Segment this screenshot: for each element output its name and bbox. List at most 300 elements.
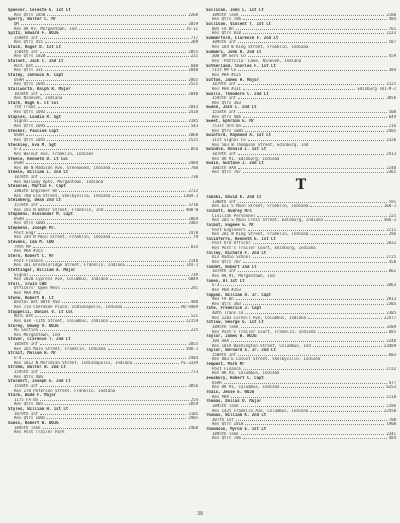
entry-text: Stephens, Joseph Mr. (8, 226, 57, 231)
phone-number: 2223 (386, 31, 396, 36)
entry-text: Thomas, William K. 2nd Lt (206, 413, 267, 418)
entry-text: Res 'Patricia' Lake, Nineveh, Indiana (212, 59, 302, 64)
phone-number: 2118 (386, 394, 396, 399)
phone-number: 2863 (386, 283, 396, 288)
dot-leader (40, 36, 189, 39)
dot-leader (33, 245, 189, 248)
entry-text: Res Qtrs 405 (14, 402, 43, 407)
phone-number: 2868 (188, 133, 198, 138)
phone-number: 788 (190, 165, 198, 170)
entry-text: Tatlow, George G. 1st Lt (206, 320, 264, 325)
phone-number: 6253 (386, 385, 396, 390)
entry-text: 31st Signal Co (212, 137, 246, 142)
dot-leader (243, 87, 356, 90)
entry-text: Swann, Jack L. 2nd Lt (206, 105, 257, 110)
phone-number: 680 (190, 63, 198, 68)
dot-leader (30, 119, 186, 122)
entry-text: Thais, Jesse E. WOJG (206, 389, 255, 394)
dot-leader (47, 124, 188, 127)
dot-leader (238, 96, 384, 99)
phone-number: 484 (388, 17, 396, 22)
entry-text: 751st Ord Bn (212, 124, 241, 129)
entry-text: 1879th Inf (212, 151, 237, 156)
entry-text: Strait, Malcom H. Mr (8, 351, 57, 356)
entry-text: Sutton, James H. Major (206, 77, 259, 82)
entry-text: G-4 (14, 356, 22, 361)
phone-number: 2240 (386, 165, 396, 170)
dot-leader (62, 286, 189, 289)
dot-leader (45, 68, 186, 71)
dot-leader (124, 305, 179, 308)
entry-text: Officers' Open Mess (14, 286, 60, 291)
entry-text: 104 AAA (212, 338, 229, 343)
entry-text: Spitz, Edward F. WOJG (8, 31, 59, 36)
dot-leader (243, 367, 384, 370)
entry-text: Suess, Robert W. WOJG (8, 421, 59, 426)
dot-leader (238, 353, 387, 356)
entry-text: ROTC Det (14, 314, 34, 319)
entry-text: Stallworth, Ralph R. Major (8, 86, 71, 91)
entry-text: Sturm, Budd F. Major (8, 393, 57, 398)
entry-text: Res 193 N Water Street, Franklin, Ind (14, 207, 104, 212)
phone-number: 2859 (188, 402, 198, 407)
entry-text: Res 169 W King Street, Franklin, Indiana (212, 45, 309, 50)
entry-text: Res Qtrs 406 (14, 374, 43, 379)
entry-text: Res PHA #331 (212, 86, 241, 91)
entry-text: Res Qtrs 820 (212, 31, 241, 36)
phone-number: 2341 (386, 431, 396, 436)
dot-leader (47, 82, 186, 85)
phone-number: 2478 (188, 230, 198, 235)
dot-leader (127, 263, 184, 266)
phone-number: 79 (193, 235, 198, 240)
phone-number: 543 (190, 124, 198, 129)
phone-number: 225 (388, 213, 396, 218)
phone-number: 450 (388, 260, 396, 265)
entry-text: Res RR #3, Morgantown, Ind (14, 26, 77, 31)
entry-text: 1065th AAA (212, 165, 237, 170)
right-column-s-section (206, 8, 396, 175)
dot-leader (110, 319, 184, 322)
entry-text: Steele, William L. 2nd Lt (8, 170, 69, 175)
entry-text: Sweet, Ephraim E. Mr (206, 119, 255, 124)
entry-text: QM (14, 21, 19, 26)
entry-text: Post Engr (14, 230, 36, 235)
entry-text: Res Qtrs 406 (212, 114, 241, 119)
entry-text: Steele, Kenneth D. Lt Col (8, 156, 69, 161)
phone-number: 2305 (386, 301, 396, 306)
dot-leader (238, 68, 387, 71)
entry-text: 308 QM Serv Co (212, 54, 246, 59)
entry-text: Res Qtrs 707 (212, 260, 241, 265)
phone-number: 2855 (188, 49, 198, 54)
dot-leader (238, 110, 387, 113)
entry-text: Taylor, Bernard S. Jr. 2nd Lt (206, 348, 276, 353)
entry-text: Res Qtrs 1820 (14, 54, 46, 59)
dot-leader (248, 54, 387, 57)
phone-number: 885 (388, 329, 396, 334)
dot-leader (231, 339, 385, 342)
phone-number: 739 (190, 272, 198, 277)
phone-number: 2405 (386, 128, 396, 133)
entry-text: Res Hallway Apts, Morgantown, Indiana (14, 179, 104, 184)
dot-leader (231, 395, 385, 398)
entry-text: 1879th Inf (212, 82, 237, 87)
phone-number: 2865 (188, 77, 198, 82)
dot-leader (243, 436, 387, 439)
phone-number: 2240 (386, 338, 396, 343)
dot-leader (112, 194, 181, 197)
entry-text: Sutherland, Charles F. 1st Lt (206, 63, 276, 68)
phone-number: 384 (388, 68, 396, 73)
entry-text: Stoppelli, Daniel V. Lt Col (8, 309, 74, 314)
phone-number: 2843 (188, 105, 198, 110)
dot-leader (134, 361, 179, 364)
entry-text: Swindle, Donald L. 1st Lt (206, 147, 267, 152)
dot-leader (26, 78, 187, 81)
entry-text: 71st MP Co (212, 68, 237, 73)
dot-leader (243, 170, 384, 173)
dot-leader (281, 385, 384, 388)
entry-text: Res 503 W Thompson Street, Edinburg, Ind (212, 142, 309, 147)
phone-number: 221 (190, 54, 198, 59)
entry-text: Talbot, Eugene G. Mr (206, 222, 255, 227)
dot-leader (257, 214, 386, 217)
entry-text: Res Qtrs 303 (212, 100, 241, 105)
phone-number: 2305 (386, 311, 396, 316)
dot-leader (23, 147, 189, 150)
dot-leader (325, 218, 382, 221)
entry-text: Civilian Personnel (212, 213, 256, 218)
phone-number: 2405 (188, 221, 198, 226)
dot-leader (313, 344, 382, 347)
entry-text: 7th Trans (14, 105, 36, 110)
entry-text: Swalls, Theodore C. 2nd Lt (206, 91, 269, 96)
entry-text: Swain, Gustave J. 2nd Lt (206, 161, 264, 166)
phone-number: 2185 (188, 119, 198, 124)
entry-text: Res Walnut Ave, Franklin, Indiana (14, 151, 94, 156)
phone-number: 603 (388, 352, 396, 357)
phone-number: 2404 (188, 356, 198, 361)
dot-leader (35, 314, 189, 317)
phone-number: 2859 (188, 21, 198, 26)
entry-text: Res 1812 N Meridian Street, Indianapolis, Indiana (14, 360, 133, 365)
dot-leader (40, 328, 189, 331)
entry-text: 1598th Inf (14, 35, 39, 40)
dot-leader (45, 402, 186, 405)
entry-text: Res PHA #353 (212, 287, 241, 292)
phone-number: 2125 (386, 82, 396, 87)
entry-text: Res Post's Trailer Court, Edinburg, Indiana (212, 246, 316, 251)
entry-text: Storey, Dewey V. WOJG (8, 323, 59, 328)
entry-text: Stevens, Ida M. CWO (8, 240, 54, 245)
dot-leader (236, 297, 385, 300)
phone-number: 1304-J (183, 193, 198, 198)
dot-leader (224, 381, 387, 384)
dot-leader (248, 228, 385, 231)
page-number: 38 (196, 511, 204, 517)
phone-number: 591 (388, 199, 396, 204)
entry-text: Res Qtrs 1818 (212, 422, 244, 427)
entry-text: 1895th Tank (212, 431, 239, 436)
entry-text: Talbott, Audrey Mrs (206, 208, 252, 213)
entry-text: USAR (14, 161, 24, 166)
section-letter: T (295, 177, 307, 194)
phone-number: 2722 (188, 188, 198, 193)
dot-leader (253, 255, 385, 258)
dot-leader (43, 426, 187, 429)
phone-number: 2365 (386, 170, 396, 175)
entry-text: 1878th Inf (14, 175, 39, 180)
dot-leader (35, 64, 189, 67)
phone-number: HU-9489 (181, 305, 198, 309)
phone-number: 2413 (386, 151, 396, 156)
phone-number: 2468 (188, 425, 198, 430)
dot-leader (40, 203, 186, 206)
phone-number: 406-J (383, 218, 396, 223)
entry-text: Res Qtrs 1045 (14, 137, 46, 142)
dot-leader (241, 432, 385, 435)
dot-leader (40, 412, 186, 415)
entry-text: 1858th Inf (14, 342, 39, 347)
phone-number: 209 (190, 40, 198, 45)
dot-leader (238, 152, 384, 155)
phone-number: 225 (190, 328, 198, 333)
entry-text: Res RR #1, Columbus, Indiana (212, 385, 280, 390)
dot-leader (245, 422, 384, 425)
dot-leader (243, 31, 384, 34)
dot-leader (236, 418, 387, 421)
entry-text: Stern, Robert C. Mr (8, 253, 54, 258)
dot-leader (47, 54, 188, 57)
entry-text: 1300th Inf (212, 199, 237, 204)
phone-number: 2418 (188, 110, 198, 115)
dot-leader (245, 311, 384, 314)
entry-text: Res Qtrs 1850 (14, 12, 46, 17)
phone-number: 730 (190, 175, 198, 180)
dot-leader (245, 129, 384, 132)
entry-text: Summers, John R. 2nd Lt (206, 49, 262, 54)
entry-text: Steinberg, Dean 2nd Lt (8, 198, 61, 203)
dot-leader (105, 208, 184, 211)
entry-text: Res Qtrs 706 (212, 436, 241, 441)
entry-text: Res 201 W King Street, Franklin, Indiana (212, 232, 309, 237)
entry-text: Res RR #1, Morgantown, Ind (212, 273, 275, 278)
phone-number: 459 (388, 54, 396, 59)
dot-leader (40, 92, 186, 95)
phone-number: 2840 (188, 91, 198, 96)
entry-text: Dental Det 88th ASU (14, 300, 60, 305)
dot-leader (241, 404, 385, 407)
left-column (8, 8, 198, 435)
entry-text: Res 1425 Franklin Ave, Columbus, Indiana (212, 408, 309, 413)
phone-number: 3056 (386, 96, 396, 101)
dot-leader (310, 409, 382, 412)
phone-number: 508 (388, 110, 396, 115)
entry-text: Res Qtrs 455 (14, 40, 43, 45)
entry-text: 1578th Inf (14, 202, 39, 207)
entry-text: 79th MP (14, 244, 31, 249)
phone-number: 2268 (188, 12, 198, 17)
entry-text: Signal (14, 272, 29, 277)
entry-text: Res Post Trailer Park (14, 430, 65, 435)
dot-leader (38, 231, 187, 234)
phone-number: 408-W (185, 207, 198, 212)
dot-leader (40, 175, 189, 178)
entry-text: 1895th Tank (212, 403, 239, 408)
entry-text: Stephens, Alexander M. Capt (8, 212, 74, 217)
entry-text: USAR (212, 380, 222, 385)
entry-text: Res 80 N Madison Ave, Greenwood, Indiana (14, 165, 111, 170)
entry-text: Tandet, Robert 2nd Lt (206, 264, 257, 269)
phone-number: 1908 (386, 422, 396, 427)
entry-text: Steimlen, Martin F. Capt (8, 184, 66, 189)
phone-number: Edinburg 701-M-2 (357, 86, 396, 91)
dot-leader (30, 273, 188, 276)
phone-number: 3056 (188, 383, 198, 388)
entry-text: Taylor, James W. WOJG (206, 334, 257, 339)
entry-text: 1595th Inf (14, 369, 39, 374)
entry-text: Res Qtrs 1005 (14, 416, 46, 421)
phone-number: 587 (388, 40, 396, 45)
dot-leader (47, 110, 186, 113)
dot-leader (243, 17, 387, 20)
dot-leader (47, 416, 186, 419)
entry-text: Staples, Loudia R. Sgt (8, 114, 61, 119)
dot-leader (243, 260, 387, 263)
entry-text: 1558th Inf (212, 110, 237, 115)
entry-text: Res Qtrs 707 (212, 170, 241, 175)
phone-number: 2855 (188, 342, 198, 347)
entry-text: 1595th Inf (212, 96, 237, 101)
entry-text: Stack, Roger D. 1st Lt (8, 45, 61, 50)
phone-number: 2525 (188, 137, 198, 142)
entry-text: Stettinger, William A. Major (8, 267, 76, 272)
entry-text: Post Ord Officer (212, 241, 251, 246)
entry-text: Sullivan, Vincent T. 1st Lt (206, 21, 272, 26)
phone-number: 2105 (188, 411, 198, 416)
dot-leader (112, 166, 188, 169)
entry-text: Stover, Clarence T. 2nd Lt (8, 337, 71, 342)
entry-text: Res Qtrs 1095 (14, 124, 46, 129)
entry-text: Staley, Johnson A. Capt (8, 72, 64, 77)
entry-text: Res PHA (212, 394, 229, 399)
entry-text: Signal (14, 119, 29, 124)
entry-text: 1878th Inf (14, 91, 39, 96)
dot-leader (253, 241, 385, 244)
entry-text: USAH (14, 133, 24, 138)
entry-text: 1584th Inf (14, 49, 39, 54)
phone-number: 23489 (383, 343, 396, 348)
dot-leader (243, 124, 387, 127)
dot-leader (110, 277, 186, 280)
phone-number: 22159 (185, 318, 198, 323)
entry-text: 40th Trans Co (212, 311, 244, 316)
phone-number: 2725 (386, 255, 396, 260)
phone-number: 521 (190, 314, 198, 319)
entry-text: G-3 (212, 283, 220, 288)
dot-leader (47, 138, 186, 141)
phone-number: 484 (388, 436, 396, 441)
dot-leader (40, 370, 189, 373)
entry-text: Styles, William H. 1st Lt (8, 407, 69, 412)
entry-text: Stark, Hugh G. Lt Col (8, 100, 59, 105)
entry-text: Talley, Richard F. 2nd Lt (206, 250, 267, 255)
dot-leader (23, 356, 186, 359)
entry-text: Res Qtrs 706 (212, 17, 241, 22)
entry-text: Res 170 Peterson Street, Franklin, Indiana (14, 388, 116, 393)
phone-number: 281 (190, 286, 198, 291)
phone-number: 254 (190, 397, 198, 402)
entry-text: Stone, Robert H. Lt (8, 295, 54, 300)
entry-text: Div Radio School (212, 255, 251, 260)
phone-number: 856 (190, 147, 198, 152)
phone-number: 2525 (188, 82, 198, 87)
dot-leader (59, 189, 186, 192)
entry-text: Stuckert, Joseph E. 2nd Lt (8, 379, 71, 384)
entry-text: Thomas, Dallas D. Major (206, 399, 262, 404)
entry-text: Post Finance (14, 258, 43, 263)
phone-number: 144-J (185, 263, 198, 268)
entry-text: Res 249 N Main Street, Franklin, Indiana (14, 235, 111, 240)
entry-text: Swinford, Raymond A. 1st Lt (206, 133, 272, 138)
dot-leader (238, 166, 384, 169)
phone-number: 76-11 (185, 26, 198, 31)
right-column (206, 8, 396, 441)
phone-number: 2148 (188, 258, 198, 263)
entry-text: AG Section (14, 328, 39, 333)
dot-leader (108, 347, 184, 350)
phone-number: 2869 (188, 216, 198, 221)
entry-text: Sullivan, John L. 1st Lt (206, 8, 264, 12)
entry-text: 1558th Inf (14, 383, 39, 388)
dot-leader (45, 259, 186, 262)
entry-text: G-3 (14, 147, 22, 152)
phone-number: 2211 (386, 227, 396, 232)
dot-leader (40, 342, 186, 345)
phone-number: 588-J (185, 346, 198, 351)
dot-leader (47, 221, 186, 224)
dot-leader (45, 40, 189, 43)
dot-leader (26, 133, 187, 136)
entry-text: 983 FA Bn (212, 297, 234, 302)
dot-leader (241, 13, 385, 16)
entry-text: Res Qtrs 1092 (14, 110, 46, 115)
entry-text: 1895th Tank (14, 425, 41, 430)
phone-number: 761 (388, 26, 396, 31)
entry-text: ROTC Det (14, 63, 34, 68)
entry-text: Res PHA #125 (212, 72, 241, 77)
entry-text: Res Qtrs 1005 (212, 128, 244, 133)
entry-text: USAH (14, 77, 24, 82)
entry-text: Res 700 Elm Street, Shelbyville, Indiana (14, 193, 111, 198)
entry-text: 1895th Tank (212, 12, 239, 17)
entry-text: Res 638 -11th Street, Columbus, Indiana (14, 318, 108, 323)
dot-leader (26, 217, 187, 220)
directory-detail-entry (8, 430, 198, 435)
entry-text: Tappan, William D. Jr. Capt (206, 292, 272, 297)
entry-text: Taliaferro, Kenneth E. 1st Lt (206, 236, 276, 241)
dot-leader (62, 300, 189, 303)
dot-leader (310, 232, 386, 235)
entry-text: USAH (14, 216, 24, 221)
dot-leader (21, 22, 187, 25)
phone-number: 22477 (383, 315, 396, 320)
entry-text: Res Qtrs 331 (14, 68, 43, 73)
entry-text: Post Finance (212, 366, 241, 371)
phone-number: 480 (190, 300, 198, 305)
phone-number: 2722 (386, 366, 396, 371)
